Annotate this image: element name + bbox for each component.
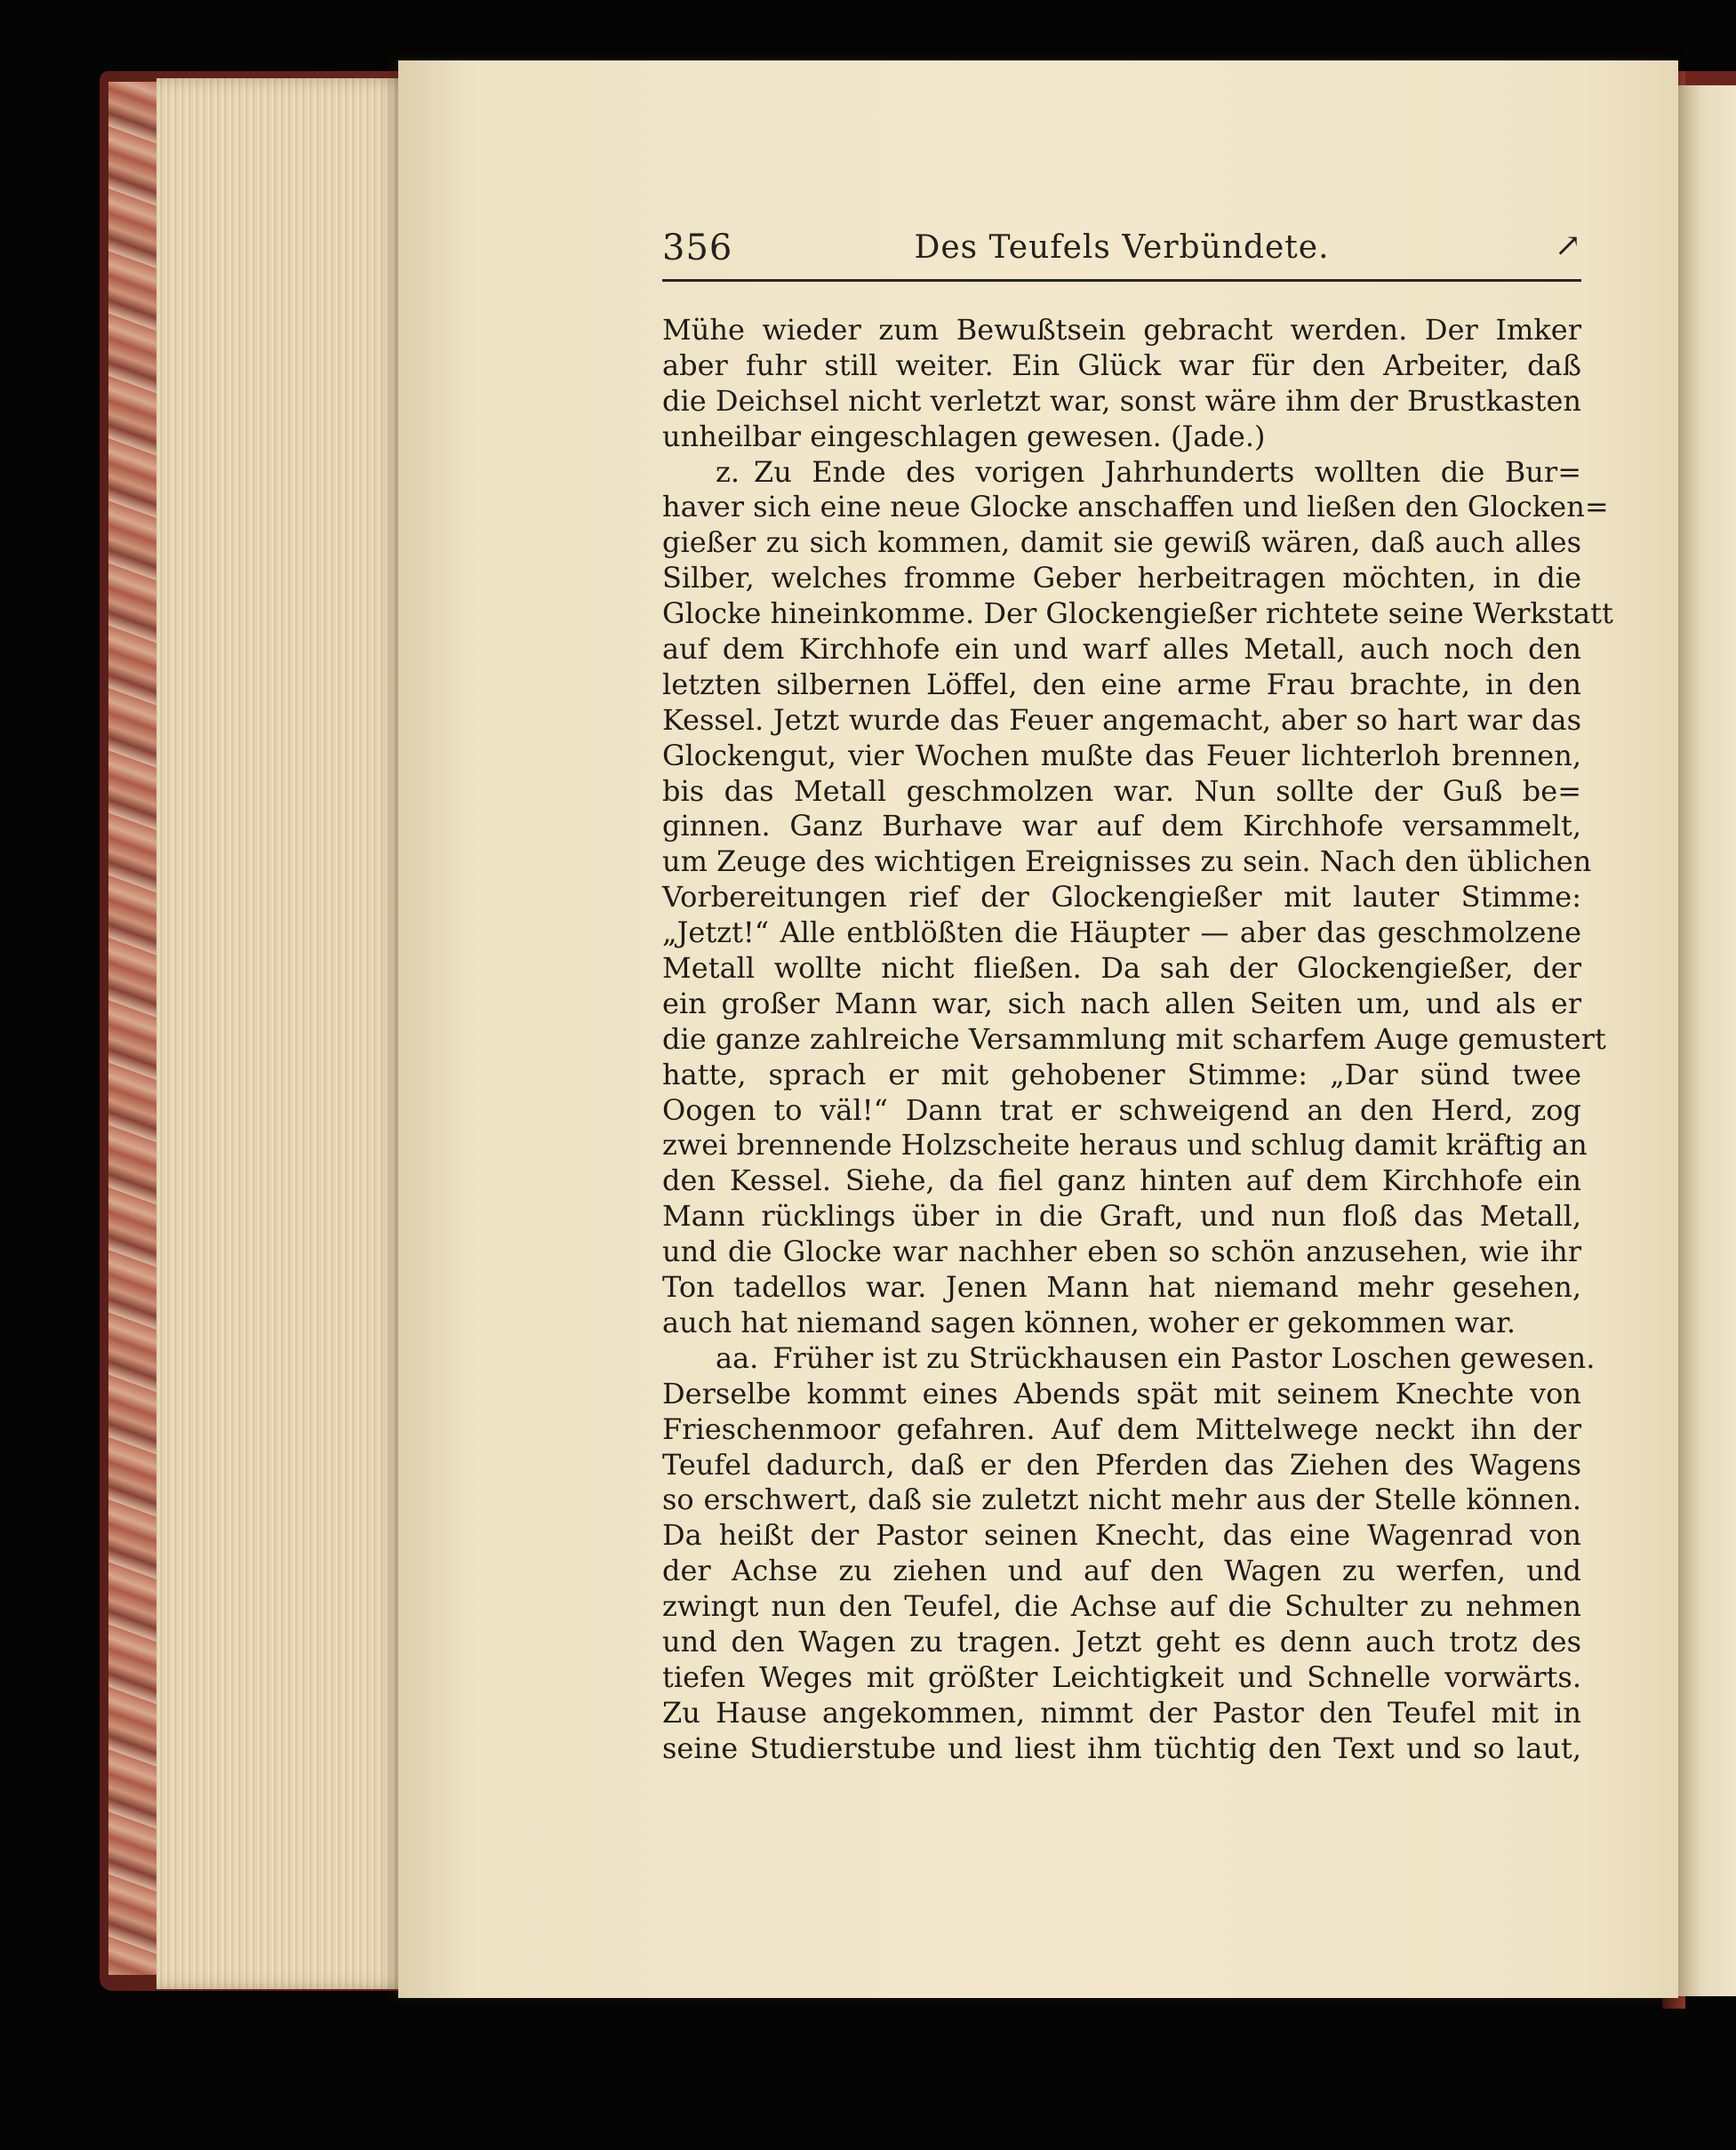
text-line: Da heißt der Pastor seinen Knecht, das eine Wagenrad von xyxy=(662,1518,1581,1553)
text-line: auf dem Kirchhofe ein und warf alles Metall, auch noch den xyxy=(662,632,1581,667)
header-mark: ↗ xyxy=(1554,228,1581,264)
text-line: und den Wagen zu tragen. Jetzt geht es denn auch trotz des xyxy=(662,1624,1581,1658)
text-line: der Achse zu ziehen und auf den Wagen zu werfen, und xyxy=(662,1554,1581,1588)
text-line: ein großer Mann war, sich nach allen Seiten um, und als er xyxy=(662,986,1581,1020)
text-line: tiefen Weges mit größter Leichtigkeit und Schnelle vorwärts. xyxy=(662,1659,1581,1694)
right-page-edge xyxy=(1678,85,1736,1996)
text-line: Metall wollte nicht fließen. Da sah der Glockengießer, der xyxy=(662,951,1581,986)
text-line: Mühe wieder zum Bewußtsein gebracht werden. Der Imker xyxy=(662,313,1581,347)
text-line: Mann rücklings über in die Graft, und nun floß das Metall, xyxy=(662,1199,1581,1234)
text-line: Ton tadellos war. Jenen Mann hat niemand mehr gesehen, xyxy=(662,1270,1581,1305)
text-line: seine Studierstube und liest ihm tüchtig den Text und so laut, xyxy=(662,1730,1581,1765)
text-line: die Deichsel nicht verletzt war, sonst wäre ihm der Brustkasten xyxy=(662,383,1581,418)
body-text xyxy=(662,313,1613,1767)
text-line: zwingt nun den Teufel, die Achse auf die Schulter zu nehmen xyxy=(662,1589,1581,1624)
text-line: die ganze zahlreiche Versammlung mit scharfem Auge gemustert xyxy=(662,1021,1606,1056)
text-line: um Zeuge des wichtigen Ereignisses zu sein. Nach den üblichen xyxy=(662,844,1592,879)
paragraph-z-first-line xyxy=(662,455,1581,491)
text-line: Teufel dadurch, daß er den Pferden das Ziehen des Wagens xyxy=(662,1447,1581,1482)
text-line: Silber, welches fromme Geber herbeitragen möchten, in die xyxy=(662,561,1581,595)
text-line: Oogen to väl!“ Dann trat er schweigend an den Herd, zog xyxy=(662,1092,1581,1127)
text-line: den Kessel. Siehe, da fiel ganz hinten auf dem Kirchhofe ein xyxy=(662,1163,1581,1198)
marbled-edge xyxy=(108,82,158,1975)
text-line: und die Glocke war nachher eben so schön anzusehen, wie ihr xyxy=(662,1235,1581,1269)
text-line: haver sich eine neue Glocke anschaffen und ließen den Glocken= xyxy=(662,490,1609,524)
section-marker-z: z. xyxy=(716,454,740,489)
page-number: 356 xyxy=(662,228,733,268)
text-line: Kessel. Jetzt wurde das Feuer angemacht, aber so hart war das xyxy=(662,702,1581,737)
text-line: bis das Metall geschmolzen war. Nun sollte der Guß be= xyxy=(662,773,1581,808)
text-line: Zu Hause angekommen, nimmt der Pastor den Teufel mit in xyxy=(662,1695,1581,1730)
text-line: Früher ist zu Strückhausen ein Pastor Loschen gewesen. xyxy=(772,1340,1596,1375)
text-line: auch hat niemand sagen können, woher er gekommen war. xyxy=(662,1305,1516,1339)
text-line: Glockengut, vier Wochen mußte das Feuer lichterloh brennen, xyxy=(662,738,1581,772)
text-line: hatte, sprach er mit gehobener Stimme: „Dar sünd twee xyxy=(662,1057,1581,1091)
text-line: gießer zu sich kommen, damit sie gewiß wären, daß auch alles xyxy=(662,525,1581,560)
running-title: Des Teufels Verbündete. xyxy=(914,229,1330,266)
text-line: letzten silbernen Löffel, den eine arme Frau brachte, in den xyxy=(662,667,1581,701)
text-line: Glocke hineinkomme. Der Glockengießer richtete seine Werkstatt xyxy=(662,596,1613,631)
page-stack xyxy=(156,78,423,1989)
text-line: ginnen. Ganz Burhave war auf dem Kirchhofe versammelt, xyxy=(662,809,1581,843)
text-line: Frieschenmoor gefahren. Auf dem Mittelwege neckt ihn der xyxy=(662,1411,1581,1446)
text-line: zwei brennende Holzscheite heraus und schlug damit kräftig an xyxy=(662,1128,1588,1163)
text-line: Vorbereitungen rief der Glockengießer mit lauter Stimme: xyxy=(662,880,1581,915)
text-line: unheilbar eingeschlagen gewesen. (Jade.) xyxy=(662,419,1266,453)
text-line: aber fuhr still weiter. Ein Glück war für den Arbeiter, daß xyxy=(662,348,1581,382)
section-marker-aa: aa. xyxy=(716,1340,759,1375)
paragraph-aa-first-line xyxy=(662,1340,1596,1377)
text-line: „Jetzt!“ Alle entblößten die Häupter — aber das geschmolzene xyxy=(662,915,1581,950)
text-line: so erschwert, daß sie zuletzt nicht mehr aus der Stelle können. xyxy=(662,1483,1581,1517)
text-line: Zu Ende des vorigen Jahrhunderts wollten die Bur= xyxy=(754,454,1581,489)
page-header xyxy=(662,222,1581,282)
text-line: Derselbe kommt eines Abends spät mit seinem Knechte von xyxy=(662,1376,1581,1411)
